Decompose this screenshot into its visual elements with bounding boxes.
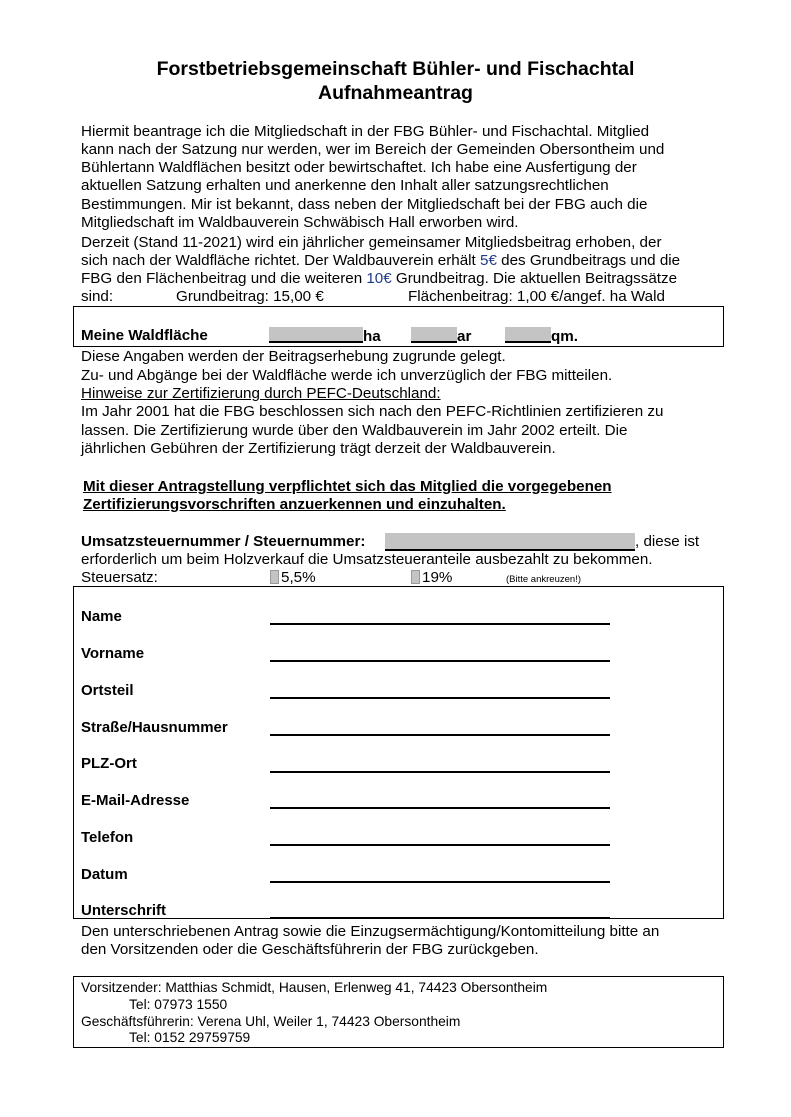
option-label: 19% <box>422 569 453 586</box>
checkbox-icon[interactable] <box>411 570 420 584</box>
intro-line: Derzeit (Stand 11-2021) wird ein jährlicher gemeinsamer Mitgliedsbeitrag erhoben, der <box>81 234 662 251</box>
return-note-line: den Vorsitzenden oder die Geschäftsführerin der FBG zurückgeben. <box>81 941 539 958</box>
amount-fbg: 10€ <box>366 270 392 287</box>
obligation-line: Mit dieser Antragstellung verpflichtet sich das Mitglied die vorgegebenen <box>83 478 612 495</box>
field-name-line[interactable] <box>270 623 610 625</box>
tax-number-input[interactable] <box>385 533 635 551</box>
manager-contact: Geschäftsführerin: Verena Uhl, Weiler 1, 74423 Obersontheim <box>81 1014 461 1029</box>
field-label-name: Name <box>81 608 122 625</box>
intro-line: aktuellen Satzung erhalten und anerkenne den Inhalt aller satzungsrechtlichen <box>81 177 609 194</box>
personal-data-box <box>73 586 724 919</box>
field-vorname-line[interactable] <box>270 660 610 662</box>
return-note-line: Den unterschriebenen Antrag sowie die Einzugsermächtigung/Kontomitteilung bitte an <box>81 923 660 940</box>
text: FBG den Flächenbeitrag und die weiteren <box>81 270 367 287</box>
ar-field <box>411 327 471 346</box>
intro-line-fee-share <box>81 270 677 288</box>
intro-line: kann nach der Satzung nur werden, wer im Bereich der Gemeinden Obersontheim und <box>81 141 665 158</box>
field-email-line[interactable] <box>270 807 610 809</box>
text: sich nach der Waldfläche richtet. Der Waldbauverein erhält <box>81 252 480 269</box>
text: des Grundbeitrags und die <box>496 252 681 269</box>
document-subtitle: Aufnahmeantrag <box>318 82 473 104</box>
field-strasse-line[interactable] <box>270 734 610 736</box>
chair-phone: Tel: 07973 1550 <box>129 997 228 1012</box>
unit-ha: ha <box>363 328 381 345</box>
tax-number-suffix: , diese ist <box>635 533 700 550</box>
checkbox-icon[interactable] <box>270 570 279 584</box>
tax-rate-hint: (Bitte ankreuzen!) <box>506 574 581 585</box>
field-label-telefon: Telefon <box>81 829 134 846</box>
field-plz-ort-line[interactable] <box>270 771 610 773</box>
pefc-line: jährlichen Gebühren der Zertifizierung trägt derzeit der Waldbauverein. <box>81 440 556 457</box>
intro-line: Bestimmungen. Mir ist bekannt, dass neben der Mitgliedschaft bei der FBG auch die <box>81 196 648 213</box>
tax-number-label: Umsatzsteuernummer / Steuernummer: <box>81 533 366 550</box>
amount-waldbauverein: 5€ <box>480 252 497 269</box>
field-label-datum: Datum <box>81 866 128 883</box>
field-unterschrift-line[interactable] <box>270 917 610 919</box>
field-datum-line[interactable] <box>270 881 610 883</box>
obligation-line: Zertifizierungsvorschriften anzuerkennen und einzuhalten. <box>83 496 506 513</box>
ar-input[interactable] <box>411 327 457 343</box>
chair-contact: Vorsitzender: Matthias Schmidt, Hausen, Erlenweg 41, 74423 Obersontheim <box>81 980 548 995</box>
text: Grundbeitrag. Die aktuellen Beitragssätze <box>391 270 678 287</box>
option-label: 5,5% <box>281 569 316 586</box>
unit-ar: ar <box>457 328 472 345</box>
pefc-line: Im Jahr 2001 hat die FBG beschlossen sich nach den PEFC-Richtlinien zertifizieren zu <box>81 403 664 420</box>
field-label-vorname: Vorname <box>81 645 145 662</box>
ha-input[interactable] <box>269 327 363 343</box>
pefc-heading: Hinweise zur Zertifizierung durch PEFC-Deutschland: <box>81 385 441 402</box>
field-label-plz-ort: PLZ-Ort <box>81 755 137 772</box>
intro-line: Bühlertann Waldflächen besitzt oder bewirtschaftet. Ich habe eine Ausfertigung der <box>81 159 637 176</box>
field-label-unterschrift: Unterschrift <box>81 902 167 919</box>
document-title: Forstbetriebsgemeinschaft Bühler- und Fischachtal <box>156 58 635 80</box>
field-label-ortsteil: Ortsteil <box>81 682 134 699</box>
tax-rate-label: Steuersatz: <box>81 569 158 586</box>
field-ortsteil-line[interactable] <box>270 697 610 699</box>
qm-field <box>505 327 578 346</box>
note-line: Diese Angaben werden der Beitragserhebung zugrunde gelegt. <box>81 348 506 365</box>
unit-qm: qm. <box>551 328 579 345</box>
waldflaeche-label: Meine Waldfläche <box>81 327 208 344</box>
rate-grundbeitrag: Grundbeitrag: 15,00 € <box>176 288 324 305</box>
tax-rate-option-5-5[interactable] <box>270 569 316 587</box>
rate-flaechenbeitrag: Flächenbeitrag: 1,00 €/angef. ha Wald <box>408 288 665 305</box>
manager-phone: Tel: 0152 29759759 <box>129 1030 251 1045</box>
waldflaeche-inputs <box>269 327 381 346</box>
rates-label: sind: <box>81 288 114 305</box>
note-line: Zu- und Abgänge bei der Waldfläche werde ich unverzüglich der FBG mitteilen. <box>81 367 613 384</box>
field-telefon-line[interactable] <box>270 844 610 846</box>
tax-explanation: erforderlich um beim Holzverkauf die Umsatzsteueranteile ausbezahlt zu bekommen. <box>81 551 653 568</box>
tax-rate-option-19[interactable] <box>411 569 452 587</box>
qm-input[interactable] <box>505 327 551 343</box>
intro-line: Hiermit beantrage ich die Mitgliedschaft in der FBG Bühler- und Fischachtal. Mitglied <box>81 123 650 140</box>
intro-line: Mitgliedschaft im Waldbauverein Schwäbisch Hall erworben wird. <box>81 214 519 231</box>
field-label-strasse: Straße/Hausnummer <box>81 719 228 736</box>
pefc-line: lassen. Die Zertifizierung wurde über den Waldbauverein im Jahr 2002 erteilt. Die <box>81 422 628 439</box>
field-label-email: E-Mail-Adresse <box>81 792 190 809</box>
intro-line-fee-share <box>81 252 680 270</box>
